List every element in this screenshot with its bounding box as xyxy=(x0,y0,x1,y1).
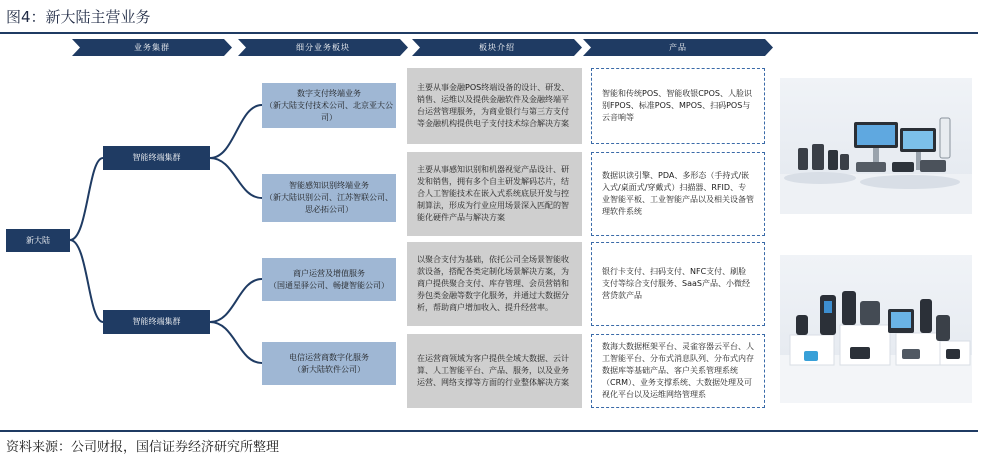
description-box-3: 以聚合支付为基础，依托公司全场景智能收款设备，搭配各类定制化场景解决方案，为商户提供聚合支付、库存管理、会员营销和券包类金融等数字化服务，并通过大数据分析，帮助商户增加收入、提升经营率。 xyxy=(407,242,582,326)
header-description: 板块介绍 xyxy=(412,39,582,56)
source-note: 资料来源：公司财报，国信证券经济研究所整理 xyxy=(6,440,280,455)
figure-title: 图4：新大陆主营业务 xyxy=(6,8,151,26)
segment-node-3: 商户运营及增值服务 （国通星驿公司、畅捷智能公司） xyxy=(262,258,396,301)
product-photo-scanners xyxy=(780,255,972,403)
segment-node-4: 电信运营商数字化服务 （新大陆软件公司） xyxy=(262,342,396,385)
root-node: 新大陆 xyxy=(6,229,70,252)
segment-node-2: 智能感知识别终端业务 （新大陆识别公司、江苏智联公司、思必拓公司） xyxy=(262,174,396,222)
products-box-4: 数海大数据框架平台、灵雀容器云平台、人工智能平台、分布式消息队列、分布式内存数据库等基础产品、客户关系管理系统（CRM）、业务支撑系统、大数据处理及可视化平台以及运维网络管理系 xyxy=(591,334,765,408)
header-business-cluster: 业务集群 xyxy=(72,39,232,56)
cluster-node-2: 智能终端集群 xyxy=(103,310,210,334)
cluster-node-1: 智能终端集群 xyxy=(103,146,210,170)
connector-root-cluster1 xyxy=(70,158,103,240)
connector-cluster2-seg4 xyxy=(210,322,262,363)
products-box-3: 银行卡支付、扫码支付、NFC支付、刷脸支付等综合支付服务、SaaS产品、小微经营贷款产品 xyxy=(591,242,765,326)
description-box-4: 在运营商领域为客户提供全域大数据、云计算、人工智能平台、产品、服务，以及业务运营、网络支撑等方面的行业整体解决方案 xyxy=(407,334,582,408)
pos-devices-illustration xyxy=(780,78,972,214)
segment-node-1: 数字支付终端业务 （新大陆支付技术公司、北京亚大公司） xyxy=(262,83,396,128)
description-box-2: 主要从事感知识别和机器视觉产品设计、研发和销售，拥有多个自主研发解码芯片，结合人工智能技术在嵌入式系统底层开发与控制算法，形成为行业应用场景深入匹配的智能化硬件产品与解决方案 xyxy=(407,152,582,236)
connector-cluster1-seg1 xyxy=(210,105,262,158)
product-photo-payment-terminals xyxy=(780,78,972,214)
header-products: 产品 xyxy=(583,39,773,56)
products-box-2: 数据识读引擎、PDA、多形态（手持式/嵌入式/桌面式/穿戴式）扫描器、RFID、专业智能平板、工业智能产品以及相关设备管理软件系统 xyxy=(591,152,765,236)
description-box-1: 主要从事金融POS终端设备的设计、研发、销售、运维以及提供金融软件及金融终端平台运营管理服务，为商业银行与第三方支付等金融机构提供电子支付技术综合解决方案 xyxy=(407,68,582,144)
products-box-1: 智能和传统POS、智能收银CPOS、人脸识别FPOS、标准POS、MPOS、扫码POS与云音响等 xyxy=(591,68,765,144)
bottom-rule xyxy=(0,430,978,432)
connector-cluster1-seg2 xyxy=(210,158,262,198)
scanner-devices-illustration xyxy=(780,255,972,403)
header-segment: 细分业务板块 xyxy=(238,39,408,56)
connector-cluster2-seg3 xyxy=(210,279,262,322)
connector-root-cluster2 xyxy=(70,240,103,322)
